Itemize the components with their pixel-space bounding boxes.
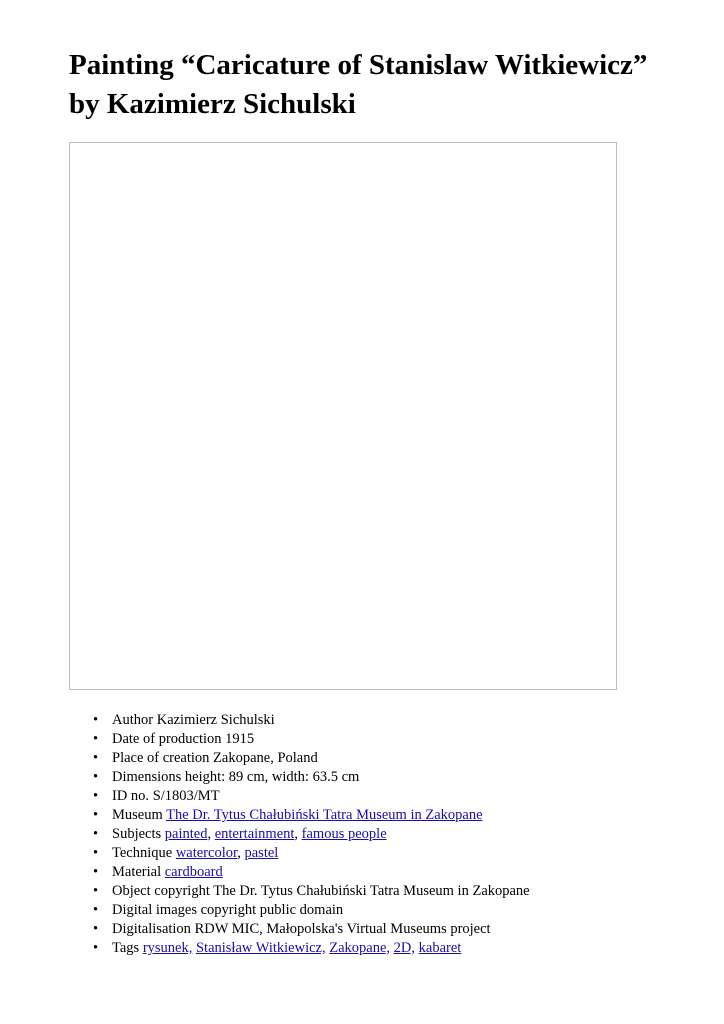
author-label: Author: [112, 712, 154, 728]
list-item-id: [82, 787, 682, 806]
metadata-list: [82, 711, 682, 958]
dimensions-label: Dimensions: [112, 769, 182, 785]
title-line-2: by Kazimierz Sichulski: [69, 88, 356, 120]
list-item-object-copyright: [82, 882, 682, 901]
museum-label: Museum: [112, 807, 163, 823]
place-value: Zakopane, Poland: [213, 750, 318, 766]
tag-link-stanislaw-witkiewicz[interactable]: Stanisław Witkiewicz,: [195, 940, 326, 956]
tag-link-kabaret[interactable]: kabaret: [418, 940, 462, 956]
subject-link-painted[interactable]: painted: [164, 826, 208, 842]
images-copyright-label: Digital images copyright: [112, 902, 257, 918]
list-item-technique: • Technique watercolor, pastel: [82, 844, 682, 863]
list-item-date: [82, 730, 682, 749]
digitalisation-value: RDW MIC, Małopolska's Virtual Museums project: [194, 921, 491, 937]
technique-link-pastel[interactable]: pastel: [244, 845, 279, 861]
list-item-dimensions: [82, 768, 682, 787]
list-item-material: [82, 863, 682, 882]
id-label: ID no.: [112, 788, 150, 804]
list-item-place: [82, 749, 682, 768]
list-item-subjects: • Subjects painted, entertainment, famous people: [82, 825, 682, 844]
museum-link[interactable]: The Dr. Tytus Chałubiński Tatra Museum in Zakopane: [166, 807, 483, 823]
digitalisation-label: Digitalisation: [112, 921, 191, 937]
date-label: Date of production: [112, 731, 222, 747]
subject-link-entertainment[interactable]: entertainment: [214, 826, 295, 842]
dimensions-value: height: 89 cm, width: 63.5 cm: [184, 769, 360, 785]
title-line-1: Painting “Caricature of Stanislaw Witkiewicz”: [69, 49, 648, 81]
object-copyright-value: The Dr. Tytus Chałubiński Tatra Museum in Zakopane: [213, 883, 530, 899]
subjects-label: Subjects: [112, 826, 162, 842]
author-value: Kazimierz Sichulski: [156, 712, 275, 728]
tag-link-rysunek[interactable]: rysunek,: [142, 940, 193, 956]
images-copyright-value: public domain: [259, 902, 344, 918]
list-item-tags: [82, 939, 682, 958]
subject-link-famous-people[interactable]: famous people: [301, 826, 387, 842]
technique-link-watercolor[interactable]: watercolor: [175, 845, 238, 861]
list-item-author: [82, 711, 682, 730]
list-item-images-copyright: [82, 901, 682, 920]
page-title: [69, 46, 689, 124]
list-item-digitalisation: [82, 920, 682, 939]
id-value: S/1803/MT: [152, 788, 220, 804]
material-label: Material: [112, 864, 162, 880]
tags-label: Tags: [112, 940, 140, 956]
date-value: 1915: [225, 731, 255, 747]
place-label: Place of creation: [112, 750, 210, 766]
material-link-cardboard[interactable]: cardboard: [164, 864, 223, 880]
artwork-image-placeholder: [69, 142, 617, 690]
technique-label: Technique: [112, 845, 173, 861]
tag-link-2d[interactable]: 2D,: [393, 940, 416, 956]
tag-link-zakopane[interactable]: Zakopane,: [329, 940, 391, 956]
list-item-museum: [82, 806, 682, 825]
object-copyright-label: Object copyright: [112, 883, 210, 899]
